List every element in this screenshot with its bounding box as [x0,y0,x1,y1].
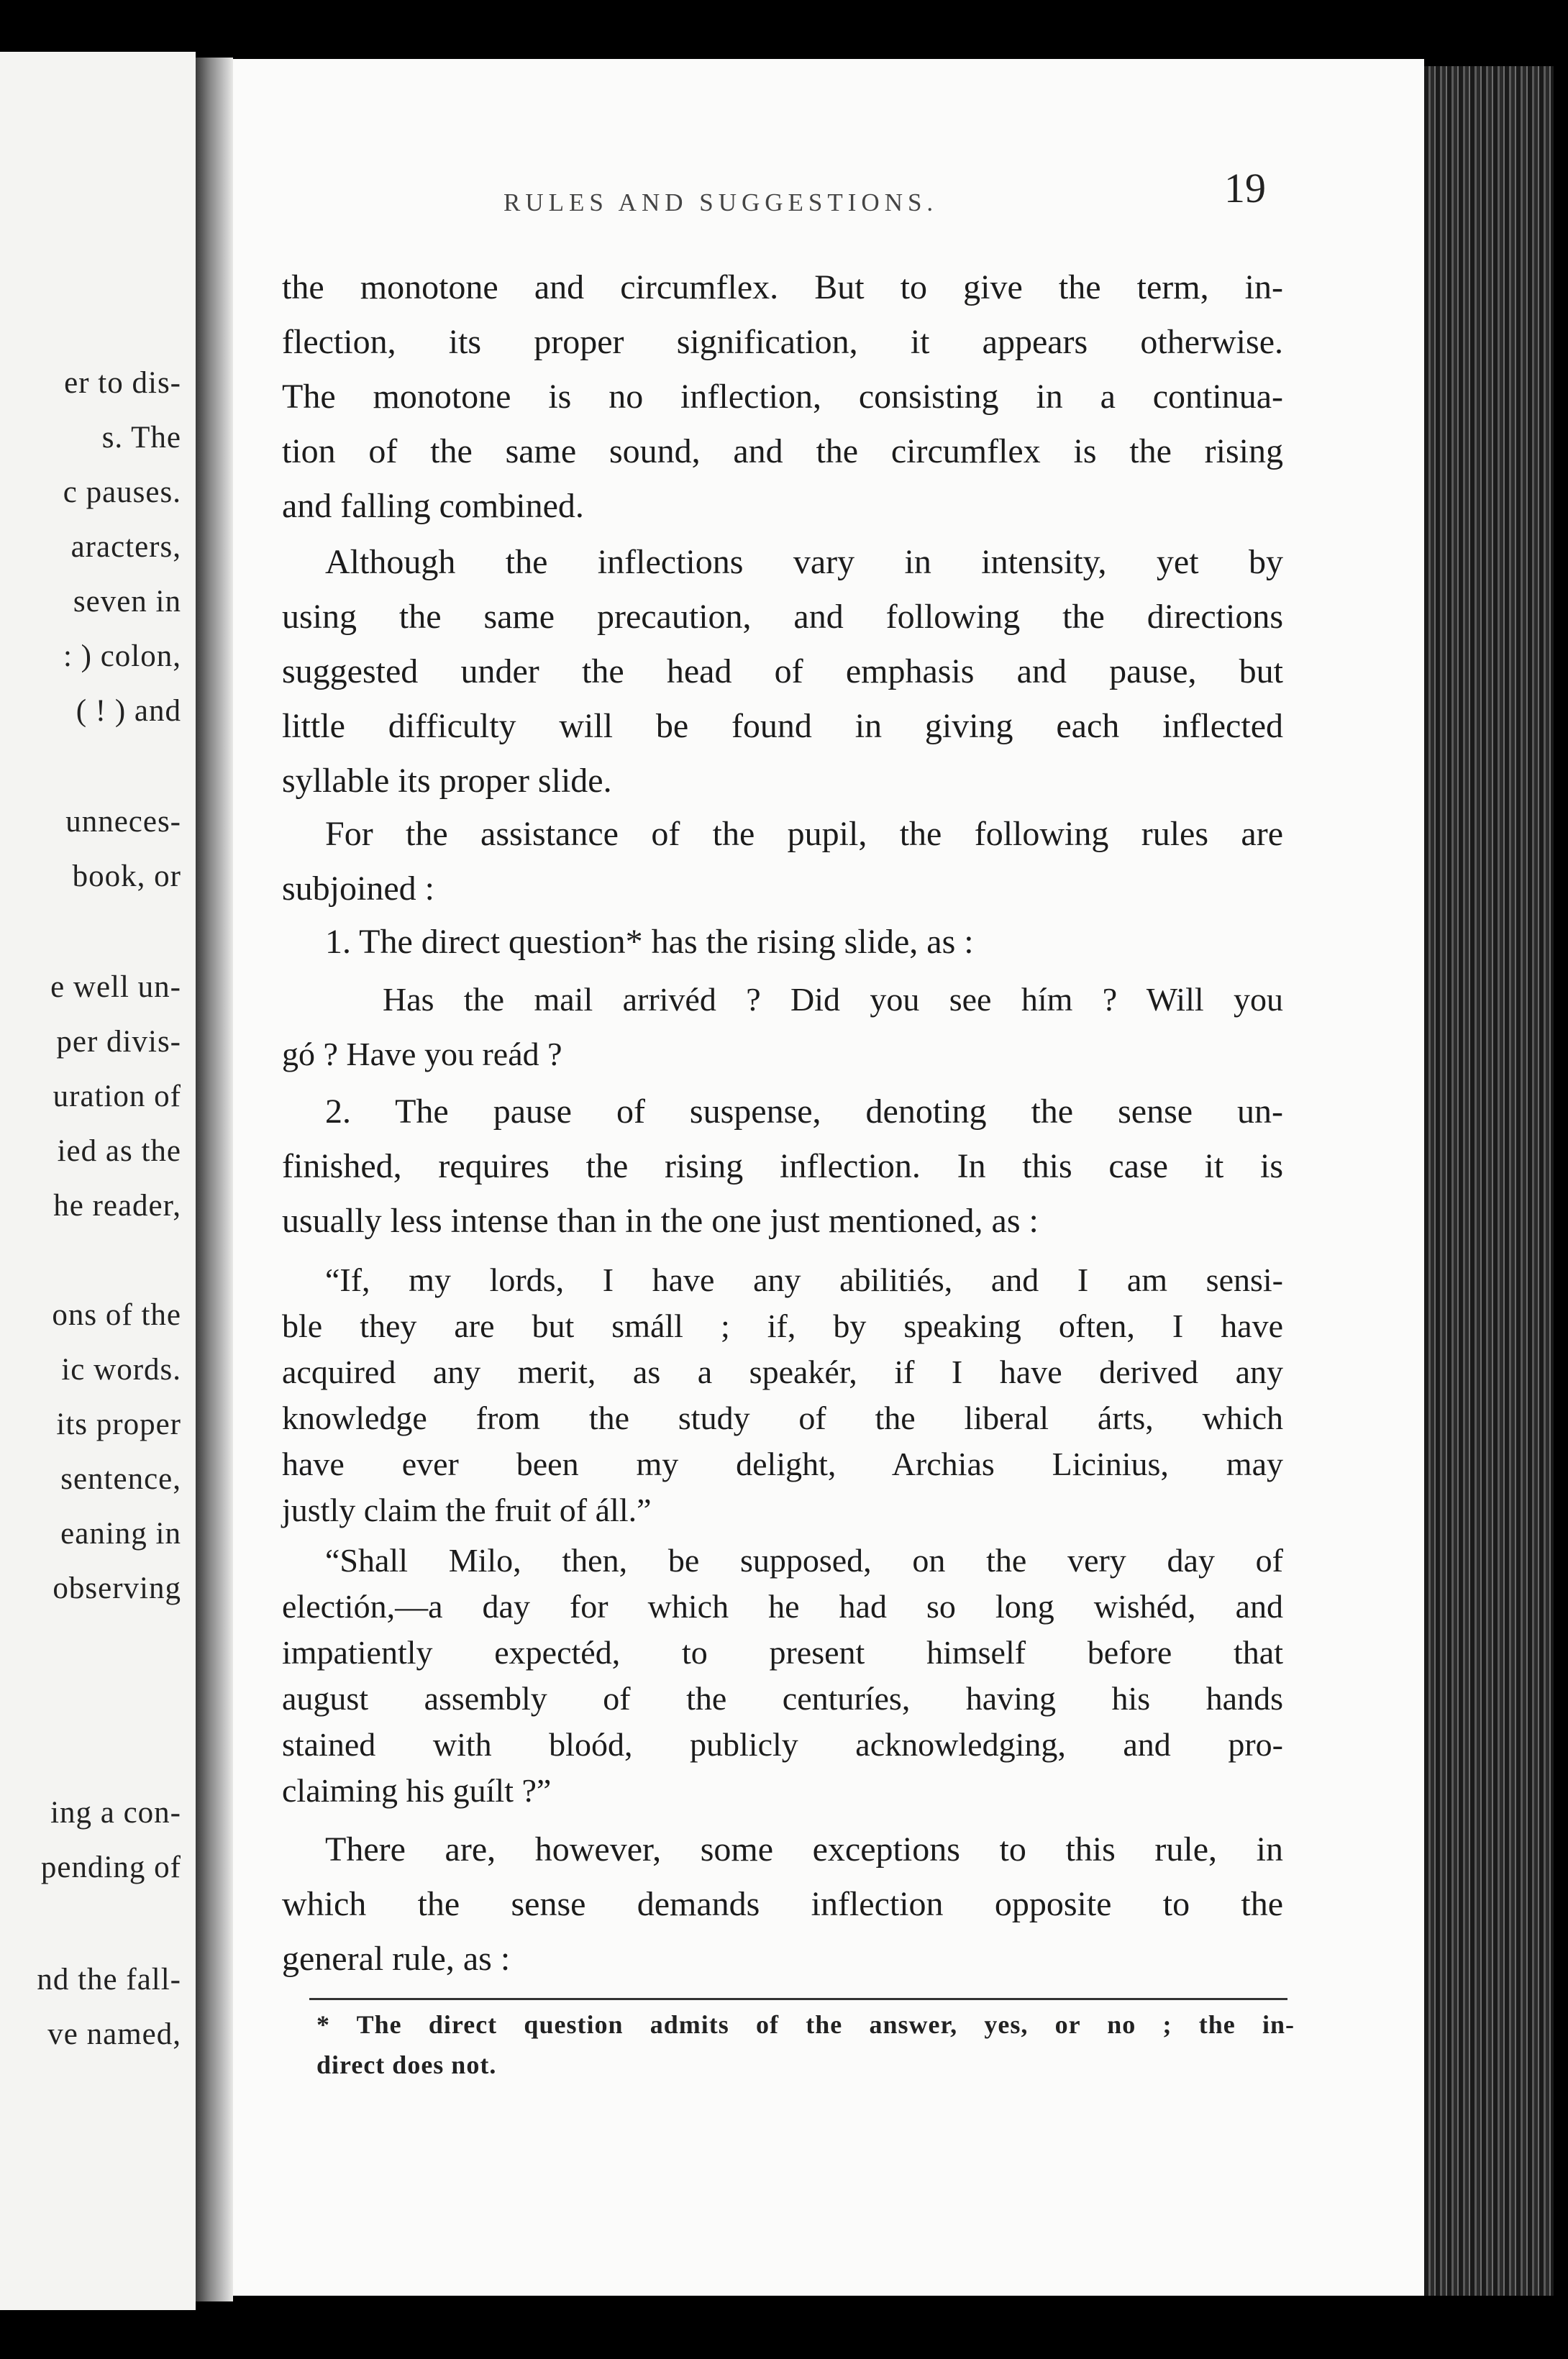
facing-page-line: ons of the [52,1298,181,1332]
text-line: which the sense demands inflection opposite to the [282,1885,1283,1923]
text-line: The monotone is no inflection, consisting in a continua- [282,378,1283,416]
quote-line: claiming his guílt ?” [282,1772,552,1809]
rule-1: 1. The direct question* has the rising slide, as : [325,923,974,961]
text-line: For the assistance of the pupil, the following rules are [325,815,1283,853]
text-line: There are, however, some exceptions to this rule, in [325,1830,1283,1869]
facing-page-line: pending of [40,1851,181,1884]
facing-page-line: observing [53,1571,181,1605]
facing-page-line: its proper [56,1407,181,1441]
facing-page-line: per divis- [56,1025,181,1059]
book-gutter [196,58,233,2301]
facing-page-line: nd the fall- [37,1963,181,1997]
quote-line: justly claim the fruit of áll.” [282,1492,652,1528]
example-line: Has the mail arrivéd ? Did you see hím ? Will you [383,981,1283,1018]
facing-page-line: ic words. [61,1353,181,1387]
quote-line: impatiently expectéd, to present himself before that [282,1634,1283,1671]
text-line: flection, its proper signification, it appears otherwise. [282,323,1283,361]
facing-page-line: uration of [53,1080,181,1113]
text-line: finished, requires the rising inflection. In this case it is [282,1147,1283,1185]
quote-line: stained with bloód, publicly acknowledging, and pro- [282,1726,1283,1763]
text-line: using the same precaution, and following the directions [282,598,1283,636]
page-number: 19 [1224,165,1266,211]
quote-line: “If, my lords, I have any abilitiés, and I am sensi- [325,1261,1283,1298]
text-line: suggested under the head of emphasis and pause, but [282,652,1283,690]
quote-line: electión,—a day for which he had so long wishéd, and [282,1588,1283,1625]
text-line: little difficulty will be found in giving each inflected [282,707,1283,745]
facing-page-line: he reader, [53,1189,181,1223]
facing-page-line: ing a con- [50,1796,181,1830]
text-line: subjoined : [282,870,434,908]
footnote-line: * The direct question admits of the answer, yes, or no ; the in- [316,2010,1295,2039]
text-line: general rule, as : [282,1940,511,1978]
facing-page-line: eaning in [60,1517,181,1551]
facing-page [0,52,196,2310]
facing-page-line: book, or [72,859,181,893]
facing-page-line: seven in [73,585,181,619]
facing-page-line: ve named, [47,2017,181,2051]
facing-page-line: unneces- [65,805,181,839]
text-line: and falling combined. [282,487,584,525]
rule-2: 2. The pause of suspense, denoting the sense un- [325,1092,1283,1131]
text-line: tion of the same sound, and the circumflex is the rising [282,432,1283,470]
text-line: Although the inflections vary in intensity, yet by [325,543,1283,581]
footnote-line: direct does not. [316,2050,497,2079]
running-head: RULES AND SUGGESTIONS. [503,188,939,216]
facing-page-line: er to dis- [64,366,181,400]
facing-page-line: aracters, [70,530,181,564]
quote-line: have ever been my delight, Archias Licinius, may [282,1446,1283,1482]
quote-line: ble they are but smáll ; if, by speaking often, I have [282,1308,1283,1344]
facing-page-line: e well un- [50,970,181,1004]
facing-page-line: s. The [101,421,181,455]
quote-line: august assembly of the centuríes, having his hands [282,1680,1283,1717]
facing-page-line: sentence, [60,1462,181,1496]
example-line: gó ? Have you reád ? [282,1036,562,1072]
quote-line: knowledge from the study of the liberal árts, which [282,1400,1283,1436]
footnote-rule [309,1998,1287,2000]
facing-page-line: ied as the [57,1134,181,1168]
text-line: usually less intense than in the one just mentioned, as : [282,1202,1039,1240]
page-edges [1424,66,1554,2296]
text-line: syllable its proper slide. [282,762,612,800]
facing-page-line: c pauses. [63,475,181,509]
facing-page-line: : ) colon, [63,639,181,673]
facing-page-line: ( ! ) and [76,694,181,728]
quote-line: “Shall Milo, then, be supposed, on the very day of [325,1542,1283,1579]
quote-line: acquired any merit, as a speakér, if I have derived any [282,1354,1283,1390]
text-line: the monotone and circumflex. But to give the term, in- [282,268,1283,306]
